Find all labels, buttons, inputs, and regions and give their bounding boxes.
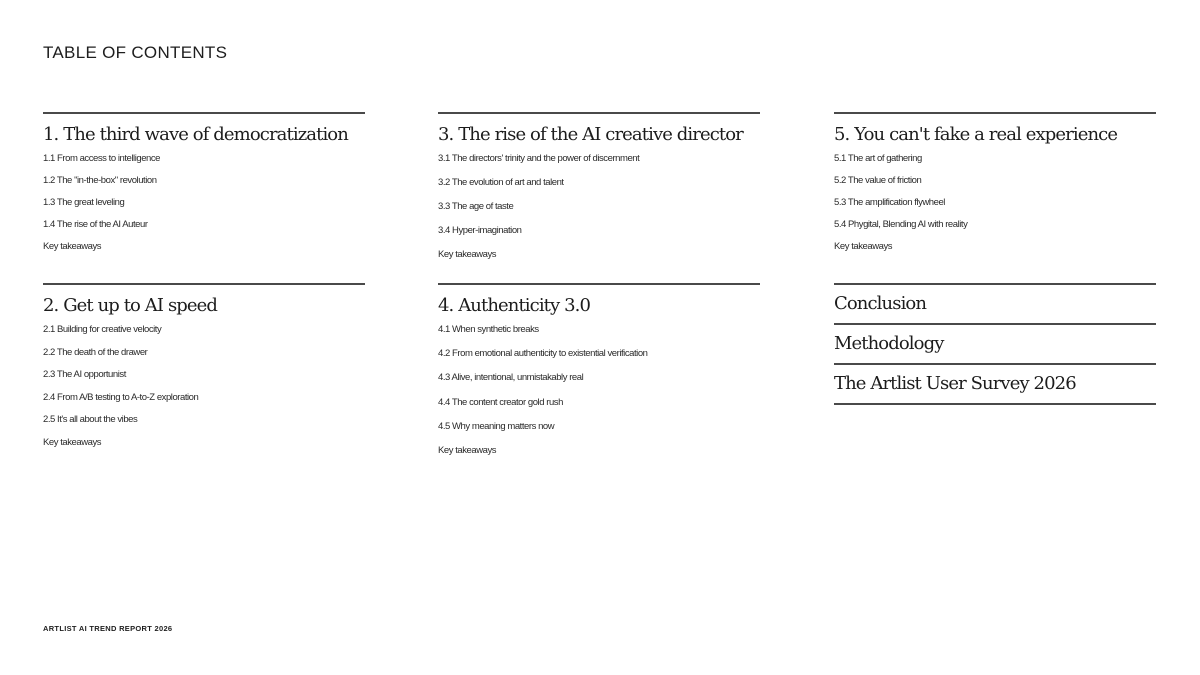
toc-item[interactable]: 5.4 Phygital, Blending AI with reality bbox=[834, 219, 968, 230]
toc-item[interactable]: 4.2 From emotional authenticity to existential verification bbox=[438, 348, 648, 360]
section-title[interactable]: 2. Get up to AI speed bbox=[43, 295, 218, 316]
survey-title[interactable]: The Artlist User Survey 2026 bbox=[834, 373, 1076, 394]
toc-item[interactable]: 1.4 The rise of the AI Auteur bbox=[43, 219, 148, 230]
toc-item[interactable]: 3.2 The evolution of art and talent bbox=[438, 177, 564, 188]
page-title: TABLE OF CONTENTS bbox=[43, 43, 228, 62]
conclusion-title[interactable]: Conclusion bbox=[834, 293, 927, 314]
toc-item[interactable]: Key takeaways bbox=[438, 444, 497, 456]
section-title[interactable]: 4. Authenticity 3.0 bbox=[438, 295, 591, 316]
toc-item[interactable]: 4.1 When synthetic breaks bbox=[438, 324, 539, 335]
toc-item[interactable]: 5.1 The art of gathering bbox=[834, 153, 922, 164]
toc-section-2 bbox=[43, 283, 365, 449]
toc-item[interactable]: 2.1 Building for creative velocity bbox=[43, 324, 162, 335]
toc-column-1b bbox=[43, 283, 365, 459]
toc-column-1 bbox=[43, 112, 365, 263]
toc-item[interactable]: Key takeaways bbox=[43, 241, 102, 252]
toc-section-survey bbox=[834, 363, 1156, 405]
toc-item[interactable]: 1.2 The "in-the-box" revolution bbox=[43, 175, 157, 186]
toc-item[interactable]: 3.3 The age of taste bbox=[438, 201, 514, 212]
toc-section-3 bbox=[438, 112, 760, 261]
toc-item[interactable]: 2.3 The AI opportunist bbox=[43, 369, 126, 380]
methodology-title[interactable]: Methodology bbox=[834, 333, 944, 354]
toc-section-5 bbox=[834, 112, 1156, 253]
toc-item[interactable]: 5.2 The value of friction bbox=[834, 175, 922, 186]
toc-item[interactable]: 3.4 Hyper-imagination bbox=[438, 225, 522, 236]
toc-item[interactable]: 5.3 The amplification flywheel bbox=[834, 197, 945, 208]
toc-item[interactable]: 2.5 It's all about the vibes bbox=[43, 414, 138, 425]
toc-item[interactable]: 2.2 The death of the drawer bbox=[43, 346, 148, 358]
toc-item[interactable]: 4.5 Why meaning matters now bbox=[438, 420, 555, 432]
section-title[interactable]: 5. You can't fake a real experience bbox=[834, 124, 1118, 145]
toc-column-3 bbox=[834, 112, 1156, 263]
toc-item-list bbox=[438, 153, 760, 261]
toc-column-3b bbox=[834, 283, 1156, 405]
toc-item[interactable]: 4.4 The content creator gold rush bbox=[438, 396, 563, 408]
toc-item[interactable]: Key takeaways bbox=[438, 249, 497, 260]
toc-item[interactable]: Key takeaways bbox=[43, 436, 102, 448]
toc-item[interactable]: 3.1 The directors' trinity and the power of discernment bbox=[438, 153, 640, 164]
toc-item-list bbox=[834, 153, 1156, 253]
toc-item[interactable]: 1.1 From access to intelligence bbox=[43, 153, 160, 164]
toc-item[interactable]: Key takeaways bbox=[834, 241, 893, 252]
section-title[interactable]: 3. The rise of the AI creative director bbox=[438, 124, 743, 145]
toc-section-methodology bbox=[834, 323, 1156, 363]
toc-section-4 bbox=[438, 283, 760, 457]
toc-item[interactable]: 1.3 The great leveling bbox=[43, 197, 125, 208]
toc-item-list bbox=[43, 153, 365, 253]
section-title[interactable]: 1. The third wave of democratization bbox=[43, 124, 348, 145]
toc-section-conclusion bbox=[834, 283, 1156, 323]
toc-item-list bbox=[438, 324, 760, 457]
toc-item-list bbox=[43, 324, 365, 449]
toc-item[interactable]: 2.4 From A/B testing to A-to-Z exploration bbox=[43, 391, 199, 403]
toc-item[interactable]: 4.3 Alive, intentional, unmistakably real bbox=[438, 372, 584, 384]
toc-column-2b bbox=[438, 283, 760, 469]
footer-report-name: ARTLIST AI TREND REPORT 2026 bbox=[43, 624, 173, 633]
toc-section-1 bbox=[43, 112, 365, 253]
toc-column-2 bbox=[438, 112, 760, 273]
